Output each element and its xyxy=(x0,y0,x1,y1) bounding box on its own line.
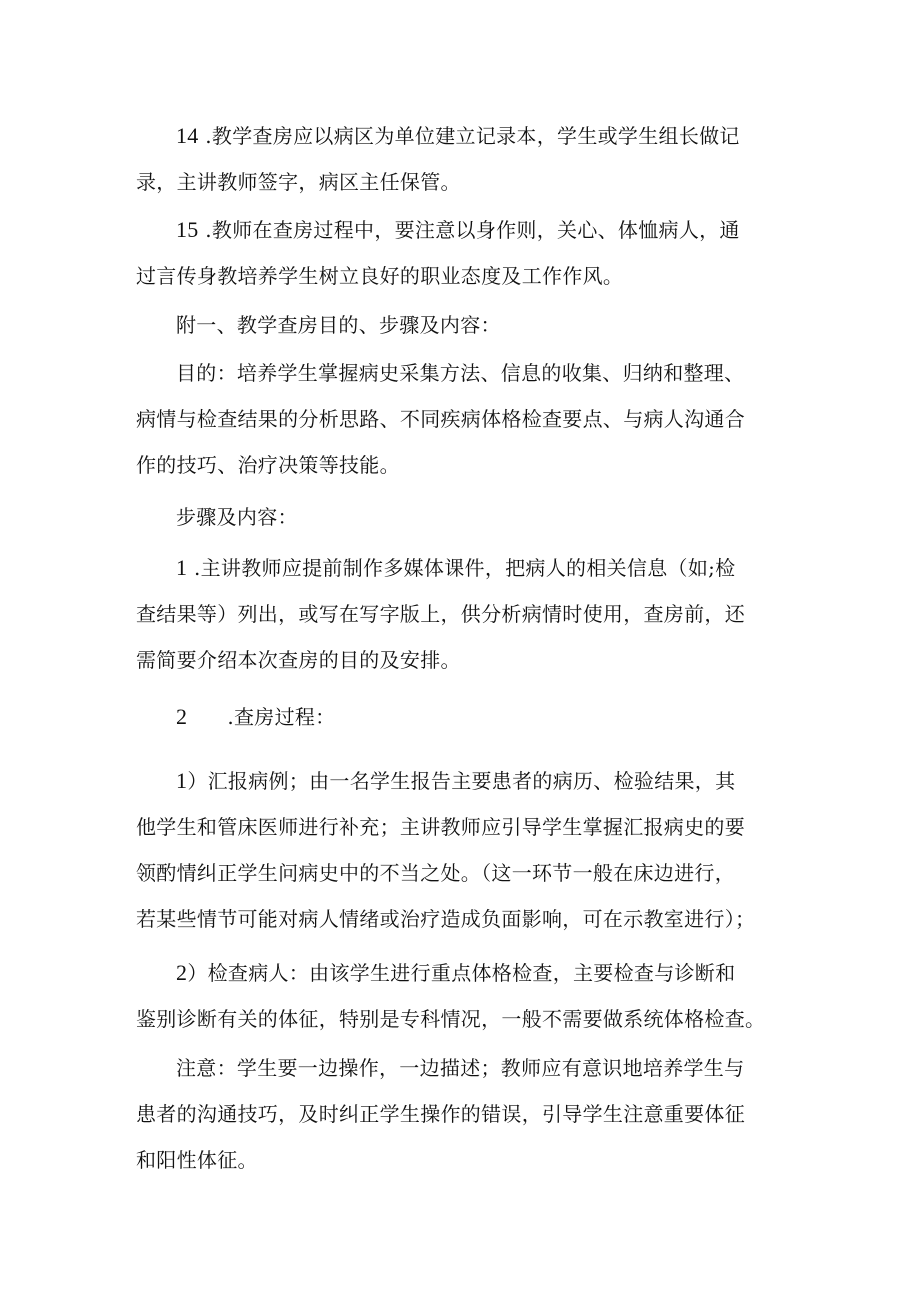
paragraph-text: .教师在查房过程中，要注意以身作则，关心、体恤病人，通 xyxy=(198,218,740,242)
paragraph-line xyxy=(136,758,796,804)
item-number: 2 xyxy=(176,960,188,985)
paragraph-line: 录，主讲教师签字，病区主任保管。 xyxy=(136,170,461,194)
paragraph-text: ）检查病人：由该学生进行重点体格检查，主要检查与诊断和 xyxy=(187,961,736,985)
paragraph-line: 患者的沟通技巧，及时纠正学生操作的错误，引导学生注意重要体征 xyxy=(136,1102,745,1126)
paragraph-line: 查结果等）列出，或写在写字版上，供分析病情时使用，查房前，还 xyxy=(136,602,745,626)
step-2-heading xyxy=(136,694,796,740)
heading-text: 附一、教学查房目的、步骤及内容： xyxy=(176,313,501,337)
paragraph-line: 鉴别诊断有关的体征，特别是专科情况，一般不需要做系统体格检查。 xyxy=(136,1007,766,1031)
paragraph-line xyxy=(136,950,796,996)
paragraph-text: .主讲教师应提前制作多媒体课件，把病人的相关信息（如;检 xyxy=(187,556,736,580)
paragraph-line xyxy=(136,694,796,740)
paragraph-line: 过言传身教培养学生树立良好的职业态度及工作作风。 xyxy=(136,264,624,288)
paragraph-text: .教学查房应以病区为单位建立记录本，学生或学生组长做记 xyxy=(198,124,740,148)
heading-text: 步骤及内容： xyxy=(176,505,298,529)
paragraph-line xyxy=(136,207,796,253)
paragraph-line: 目的：培养学生掌握病史采集方法、信息的收集、归纳和整理、 xyxy=(176,361,745,385)
item-number: 2 xyxy=(176,704,188,729)
paragraph-line: 和阳性体征。 xyxy=(136,1148,258,1172)
paragraph-line: 若某些情节可能对病人情绪或治疗造成负面影响，可在示教室进行）； xyxy=(136,907,756,931)
step-1-paragraph xyxy=(136,545,796,683)
heading-text: .查房过程： xyxy=(227,705,336,729)
paragraph-line xyxy=(136,545,796,591)
paragraph-item-14 xyxy=(136,113,796,205)
paragraph-text: ）汇报病例；由一名学生报告主要患者的病历、检验结果，其 xyxy=(187,769,736,793)
sub-step-1-paragraph xyxy=(136,758,796,942)
paragraph-line: 领酌情纠正学生问病史中的不当之处。（这一环节一般在床边进行， xyxy=(136,861,735,885)
paragraph-line: 注意：学生要一边操作，一边描述；教师应有意识地培养学生与 xyxy=(176,1056,745,1080)
note-paragraph xyxy=(136,1045,796,1183)
item-number: 1 xyxy=(176,768,188,793)
item-number: 15 xyxy=(176,217,199,242)
paragraph-line: 病情与检查结果的分析思路、不同疾病体格检查要点、与病人沟通合 xyxy=(136,407,745,431)
paragraph-item-15 xyxy=(136,207,796,299)
paragraph-line: 他学生和管床医师进行补充；主讲教师应引导学生掌握汇报病史的要 xyxy=(136,815,745,839)
item-number: 14 xyxy=(176,123,199,148)
purpose-paragraph xyxy=(136,350,796,488)
paragraph-line: 需简要介绍本次查房的目的及安排。 xyxy=(136,648,461,672)
sub-step-2-paragraph xyxy=(136,950,796,1042)
appendix-heading xyxy=(136,302,796,348)
paragraph-line: 作的技巧、治疗决策等技能。 xyxy=(136,453,400,477)
steps-heading xyxy=(136,494,796,540)
item-number: 1 xyxy=(176,555,188,580)
paragraph-line xyxy=(136,113,796,159)
